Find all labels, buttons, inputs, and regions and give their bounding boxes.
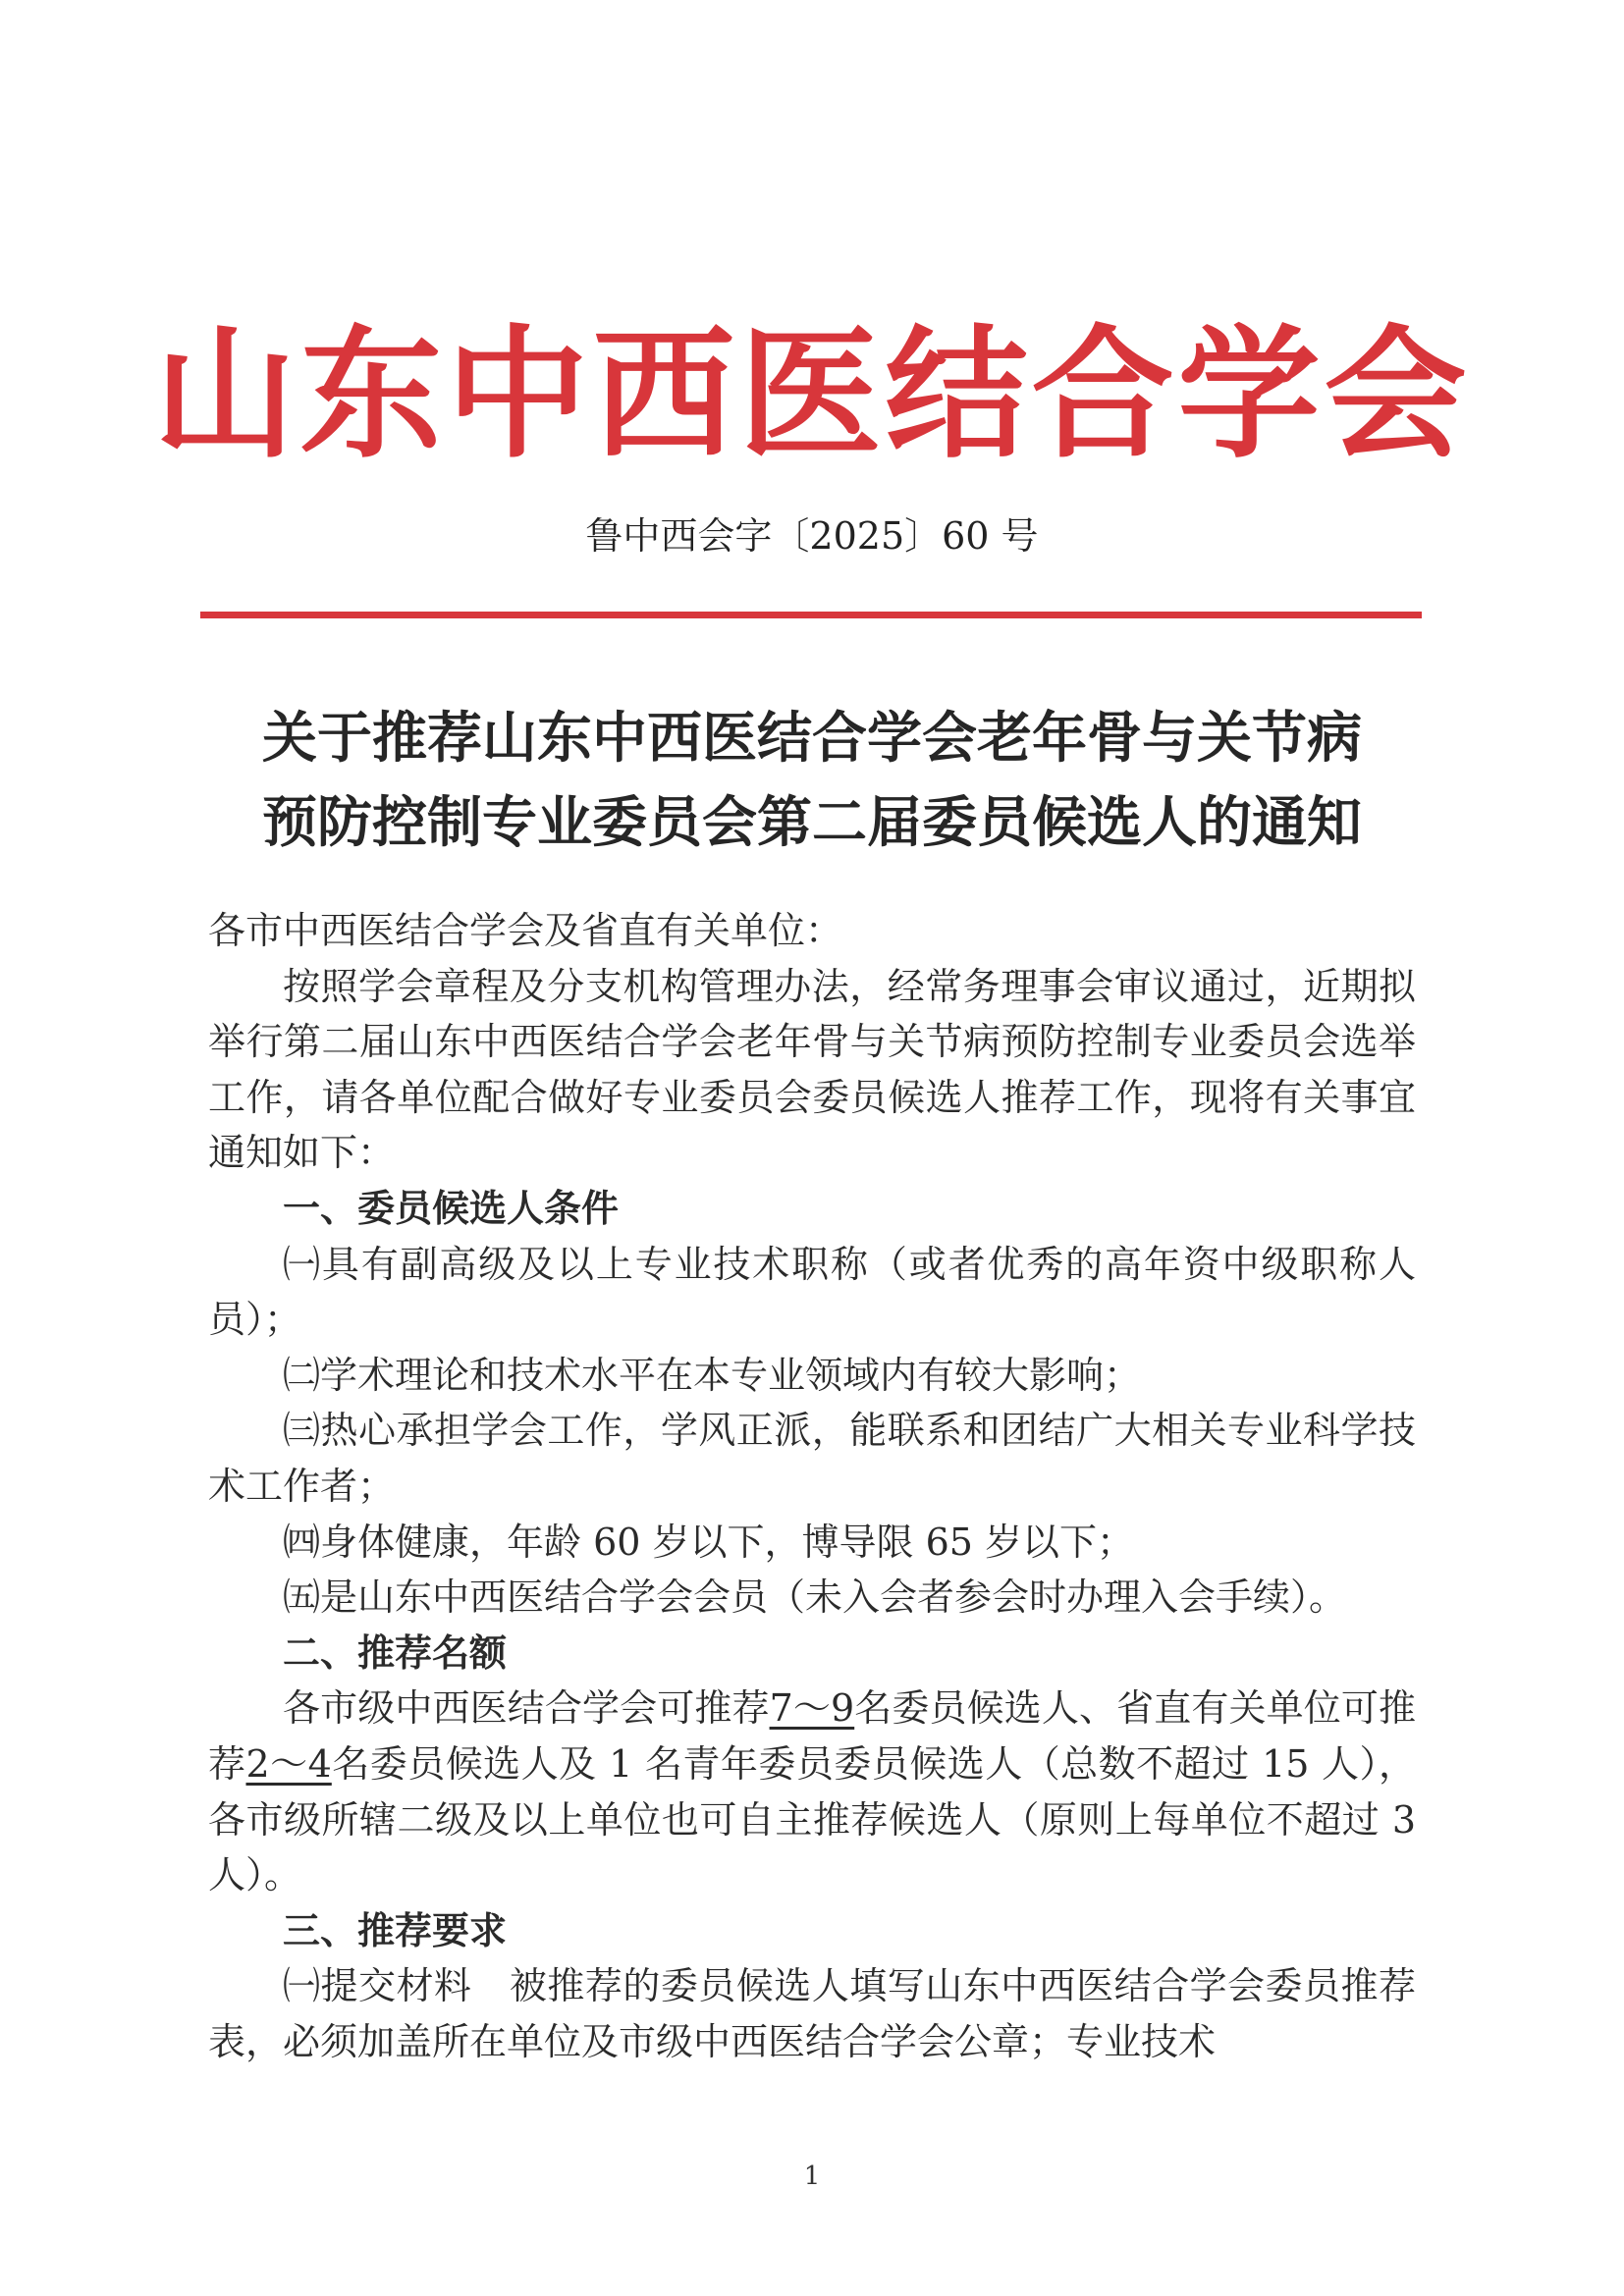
condition-item-4: ㈣身体健康，年龄 60 岁以下，博导限 65 岁以下； (283, 1520, 1135, 1564)
title-line-1: 关于推荐山东中西医结合学会老年骨与关节病 (262, 707, 1362, 771)
document-title (147, 697, 1477, 866)
quota-text-2: 名委员候选人、省直有关单位可推荐 (208, 1686, 1416, 1786)
section-heading-quota: 二、推荐名额 (283, 1630, 508, 1675)
quota-text-3: 名委员候选人及 1 名青年委员委员候选人（总数不超过 15 人），各市级所辖二级及以上单位也可自主推荐候选人（原则上每单位不超过 3 人）。 (208, 1741, 1416, 1897)
document-number: 鲁中西会字〔2025〕60 号 (585, 514, 1039, 558)
title-line-2: 预防控制专业委员会第二届委员候选人的通知 (262, 791, 1362, 855)
condition-item-3: ㈢热心承担学会工作，学风正派，能联系和团结广大相关专业科学技术工作者； (208, 1409, 1416, 1508)
organization-name: 山东中西医结合学会 (153, 312, 1471, 478)
red-divider-line (200, 612, 1422, 618)
page-number: 1 (803, 2162, 821, 2191)
condition-item-5: ㈤是山东中西医结合学会会员（未入会者参会时办理入会手续）。 (283, 1575, 1347, 1620)
condition-item-2: ㈡学术理论和技术水平在本专业领域内有较大影响； (283, 1353, 1142, 1397)
section-heading-candidate-conditions: 一、委员候选人条件 (283, 1186, 620, 1230)
condition-item-1: ㈠具有副高级及以上专业技术职称（或者优秀的高年资中级职称人员）； (208, 1242, 1416, 1342)
quota-number-city: 7～9 (769, 1686, 855, 1731)
salutation: 各市中西医结合学会及省直有关单位： (208, 909, 843, 952)
requirement-item-1: ㈠提交材料 被推荐的委员候选人填写山东中西医结合学会委员推荐表，必须加盖所在单位及市级中西医结合学会公章；专业技术 (208, 1964, 1416, 2063)
section-heading-requirements: 三、推荐要求 (283, 1908, 508, 1952)
quota-text-1: 各市级中西医结合学会可推荐 (283, 1686, 770, 1731)
document-body (208, 903, 1416, 2069)
quota-paragraph (208, 1681, 1416, 1902)
intro-paragraph: 按照学会章程及分支机构管理办法，经常务理事会审议通过，近期拟举行第二届山东中西医结合学会老年骨与关节病预防控制专业委员会选举工作，请各单位配合做好专业委员会委员候选人推荐工作，现将有关事宜通知如下： (208, 964, 1416, 1175)
quota-number-province: 2～4 (245, 1741, 332, 1786)
